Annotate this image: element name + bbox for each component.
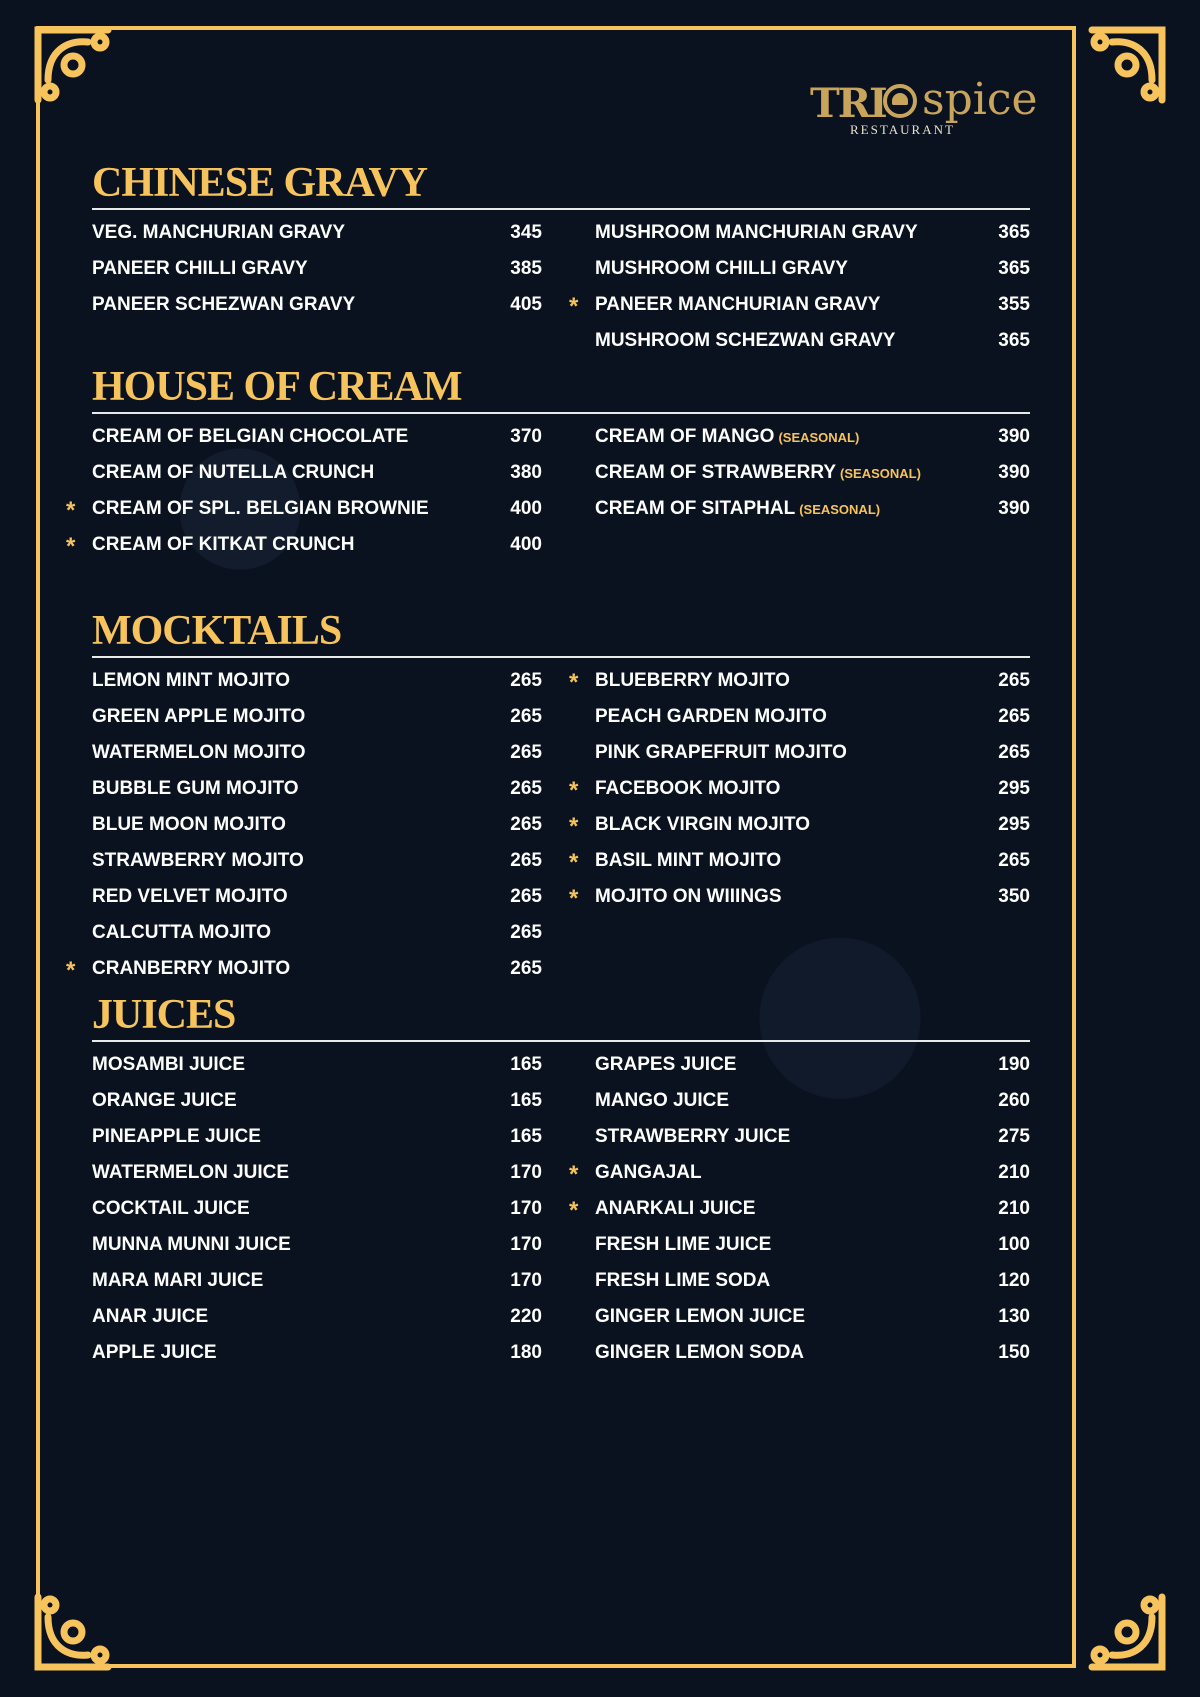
item-name: CREAM OF KITKAT CRUNCH <box>92 534 355 555</box>
item-name: GREEN APPLE MOJITO <box>92 706 306 727</box>
ornament-corner-icon <box>1082 20 1172 110</box>
menu-item <box>92 1268 542 1304</box>
menu-item <box>92 704 542 740</box>
item-name: CREAM OF SITAPHAL <box>595 498 796 519</box>
item-price: 265 <box>998 670 1030 691</box>
item-name: GINGER LEMON SODA <box>595 1342 805 1363</box>
menu-item <box>92 1196 542 1232</box>
item-name: PINK GRAPEFRUIT MOJITO <box>595 742 847 763</box>
recommended-star-icon: * <box>569 669 579 696</box>
logo-text-spice: spice <box>922 74 1038 125</box>
ornament-corner-icon <box>28 20 118 110</box>
item-name: MARA MARI JUICE <box>92 1270 264 1291</box>
item-price: 265 <box>510 814 542 835</box>
item-price: 275 <box>998 1126 1030 1147</box>
menu-item <box>569 292 1030 328</box>
section-chinese-gravy <box>92 158 1030 351</box>
seasonal-tag: (SEASONAL) <box>799 502 881 517</box>
menu-item <box>92 1052 542 1088</box>
menu-item <box>92 740 542 776</box>
item-name: CREAM OF NUTELLA CRUNCH <box>92 462 375 483</box>
item-price: 170 <box>510 1198 542 1219</box>
item-name: MOJITO ON WIIINGS <box>595 886 782 907</box>
item-name: LEMON MINT MOJITO <box>92 670 291 691</box>
menu-item <box>595 460 1030 496</box>
restaurant-logo <box>810 74 1080 150</box>
item-price: 165 <box>510 1054 542 1075</box>
item-price: 390 <box>998 498 1030 519</box>
item-name: FRESH LIME SODA <box>595 1270 771 1291</box>
section-divider <box>92 208 1030 210</box>
menu-item <box>92 256 542 292</box>
item-price: 355 <box>998 294 1030 315</box>
item-price: 220 <box>510 1306 542 1327</box>
item-name: BASIL MINT MOJITO <box>595 850 782 871</box>
cloche-icon <box>883 84 917 118</box>
item-price: 265 <box>510 850 542 871</box>
item-name: MOSAMBI JUICE <box>92 1054 246 1075</box>
section-title: JUICES <box>92 992 236 1038</box>
item-name: VEG. MANCHURIAN GRAVY <box>92 222 345 243</box>
menu-item <box>92 1088 542 1124</box>
menu-column-right <box>569 220 1030 364</box>
item-price: 265 <box>510 958 542 979</box>
item-name: MUSHROOM SCHEZWAN GRAVY <box>595 330 896 351</box>
item-price: 190 <box>998 1054 1030 1075</box>
menu-item <box>595 496 1030 532</box>
item-price: 265 <box>510 778 542 799</box>
item-name: PANEER SCHEZWAN GRAVY <box>92 294 356 315</box>
item-price: 170 <box>510 1162 542 1183</box>
item-price: 165 <box>510 1126 542 1147</box>
recommended-star-icon: * <box>66 497 76 524</box>
menu-item <box>92 848 542 884</box>
menu-column-left <box>92 1052 542 1376</box>
logo-subtitle: RESTAURANT <box>850 122 955 137</box>
item-price: 350 <box>998 886 1030 907</box>
menu-item <box>92 1124 542 1160</box>
item-name: WATERMELON MOJITO <box>92 742 306 763</box>
menu-item <box>66 532 542 568</box>
menu-item <box>595 220 1030 256</box>
menu-item <box>595 740 1030 776</box>
item-price: 265 <box>510 922 542 943</box>
item-name: RED VELVET MOJITO <box>92 886 288 907</box>
menu-column-left <box>66 424 542 568</box>
menu-item <box>595 1304 1030 1340</box>
section-divider <box>92 1040 1030 1042</box>
item-price: 130 <box>998 1306 1030 1327</box>
item-price: 165 <box>510 1090 542 1111</box>
menu-item <box>569 848 1030 884</box>
menu-item <box>569 1196 1030 1232</box>
item-price: 265 <box>510 886 542 907</box>
menu-column-right <box>595 424 1030 532</box>
menu-item <box>569 884 1030 920</box>
menu-item <box>66 956 542 992</box>
seasonal-tag: (SEASONAL) <box>840 466 921 481</box>
item-name: MUSHROOM MANCHURIAN GRAVY <box>595 222 918 243</box>
menu-item <box>595 704 1030 740</box>
item-name: PEACH GARDEN MOJITO <box>595 706 827 727</box>
item-price: 265 <box>998 850 1030 871</box>
menu-item <box>92 1340 542 1376</box>
item-name: COCKTAIL JUICE <box>92 1198 250 1219</box>
item-price: 210 <box>998 1198 1030 1219</box>
menu-item <box>595 424 1030 460</box>
menu-item <box>66 496 542 532</box>
item-price: 265 <box>510 670 542 691</box>
item-price: 380 <box>510 462 542 483</box>
item-name: GINGER LEMON JUICE <box>595 1306 806 1327</box>
recommended-star-icon: * <box>569 849 579 876</box>
recommended-star-icon: * <box>569 1197 579 1224</box>
menu-column-left <box>92 220 542 328</box>
item-price: 400 <box>510 498 542 519</box>
item-price: 265 <box>510 706 542 727</box>
section-title: MOCKTAILS <box>92 608 342 654</box>
item-price: 170 <box>510 1270 542 1291</box>
item-name: MUSHROOM CHILLI GRAVY <box>595 258 848 279</box>
seasonal-tag: (SEASONAL) <box>778 430 860 445</box>
item-name: CREAM OF SPL. BELGIAN BROWNIE <box>92 498 429 519</box>
menu-item <box>92 884 542 920</box>
item-name: BLACK VIRGIN MOJITO <box>595 814 810 835</box>
recommended-star-icon: * <box>66 957 76 984</box>
section-title: HOUSE OF CREAM <box>92 364 462 410</box>
recommended-star-icon: * <box>569 777 579 804</box>
item-name: STRAWBERRY MOJITO <box>92 850 304 871</box>
item-name: MUNNA MUNNI JUICE <box>92 1234 291 1255</box>
section-divider <box>92 656 1030 658</box>
item-name: APPLE JUICE <box>92 1342 217 1363</box>
menu-item <box>595 256 1030 292</box>
item-name: CRANBERRY MOJITO <box>92 958 291 979</box>
menu-column-right <box>569 1052 1030 1376</box>
item-price: 295 <box>998 814 1030 835</box>
menu-item <box>595 1268 1030 1304</box>
menu-item <box>92 920 542 956</box>
item-price: 365 <box>998 258 1030 279</box>
menu-item <box>595 1124 1030 1160</box>
section-title: CHINESE GRAVY <box>92 160 428 206</box>
item-price: 265 <box>998 742 1030 763</box>
item-name: ANARKALI JUICE <box>595 1198 756 1219</box>
item-price: 150 <box>998 1342 1030 1363</box>
menu-item <box>595 1232 1030 1268</box>
item-name: CREAM OF MANGO <box>595 426 775 447</box>
item-name: BLUEBERRY MOJITO <box>595 670 790 691</box>
menu-item <box>595 1088 1030 1124</box>
item-name: CREAM OF STRAWBERRY <box>595 462 837 483</box>
menu-item <box>595 328 1030 364</box>
item-price: 390 <box>998 462 1030 483</box>
item-name: PANEER CHILLI GRAVY <box>92 258 308 279</box>
item-name: PINEAPPLE JUICE <box>92 1126 261 1147</box>
item-name: GRAPES JUICE <box>595 1054 737 1075</box>
item-name: FACEBOOK MOJITO <box>595 778 781 799</box>
section-divider <box>92 412 1030 414</box>
menu-column-left <box>66 668 542 992</box>
item-name: MANGO JUICE <box>595 1090 730 1111</box>
menu-item <box>569 776 1030 812</box>
item-price: 370 <box>510 426 542 447</box>
menu-item <box>92 424 542 460</box>
item-name: ORANGE JUICE <box>92 1090 237 1111</box>
menu-item <box>92 1160 542 1196</box>
section-juices <box>92 990 1030 1363</box>
menu-item <box>92 292 542 328</box>
item-name: WATERMELON JUICE <box>92 1162 290 1183</box>
menu-item <box>569 1160 1030 1196</box>
menu-item <box>92 668 542 704</box>
item-price: 260 <box>998 1090 1030 1111</box>
ornament-corner-icon <box>28 1587 118 1677</box>
menu-item <box>569 668 1030 704</box>
item-price: 365 <box>998 222 1030 243</box>
item-name: CREAM OF BELGIAN CHOCOLATE <box>92 426 409 447</box>
recommended-star-icon: * <box>569 885 579 912</box>
section-house-of-cream <box>66 362 1030 560</box>
item-name: PANEER MANCHURIAN GRAVY <box>595 294 881 315</box>
item-price: 120 <box>998 1270 1030 1291</box>
item-price: 170 <box>510 1234 542 1255</box>
item-name: ANAR JUICE <box>92 1306 209 1327</box>
item-name: BUBBLE GUM MOJITO <box>92 778 299 799</box>
menu-item <box>92 1304 542 1340</box>
recommended-star-icon: * <box>569 813 579 840</box>
menu-item <box>92 1232 542 1268</box>
item-name: GANGAJAL <box>595 1162 702 1183</box>
item-price: 180 <box>510 1342 542 1363</box>
menu-column-right <box>569 668 1030 920</box>
recommended-star-icon: * <box>66 533 76 560</box>
item-name: CALCUTTA MOJITO <box>92 922 272 943</box>
section-mocktails <box>66 606 1030 984</box>
item-price: 100 <box>998 1234 1030 1255</box>
item-price: 295 <box>998 778 1030 799</box>
item-price: 390 <box>998 426 1030 447</box>
menu-item <box>92 812 542 848</box>
item-name: STRAWBERRY JUICE <box>595 1126 791 1147</box>
menu-item <box>569 812 1030 848</box>
item-price: 210 <box>998 1162 1030 1183</box>
menu-item <box>92 776 542 812</box>
item-price: 365 <box>998 330 1030 351</box>
menu-item <box>92 460 542 496</box>
recommended-star-icon: * <box>569 1161 579 1188</box>
recommended-star-icon: * <box>569 293 579 320</box>
item-price: 265 <box>510 742 542 763</box>
item-name: FRESH LIME JUICE <box>595 1234 772 1255</box>
item-price: 385 <box>510 258 542 279</box>
logo-text-tri: TRI <box>810 80 886 127</box>
item-price: 405 <box>510 294 542 315</box>
menu-item <box>595 1052 1030 1088</box>
ornament-corner-icon <box>1082 1587 1172 1677</box>
menu-item <box>595 1340 1030 1376</box>
item-price: 265 <box>998 706 1030 727</box>
item-price: 345 <box>510 222 542 243</box>
menu-item <box>92 220 542 256</box>
item-name: BLUE MOON MOJITO <box>92 814 286 835</box>
item-price: 400 <box>510 534 542 555</box>
